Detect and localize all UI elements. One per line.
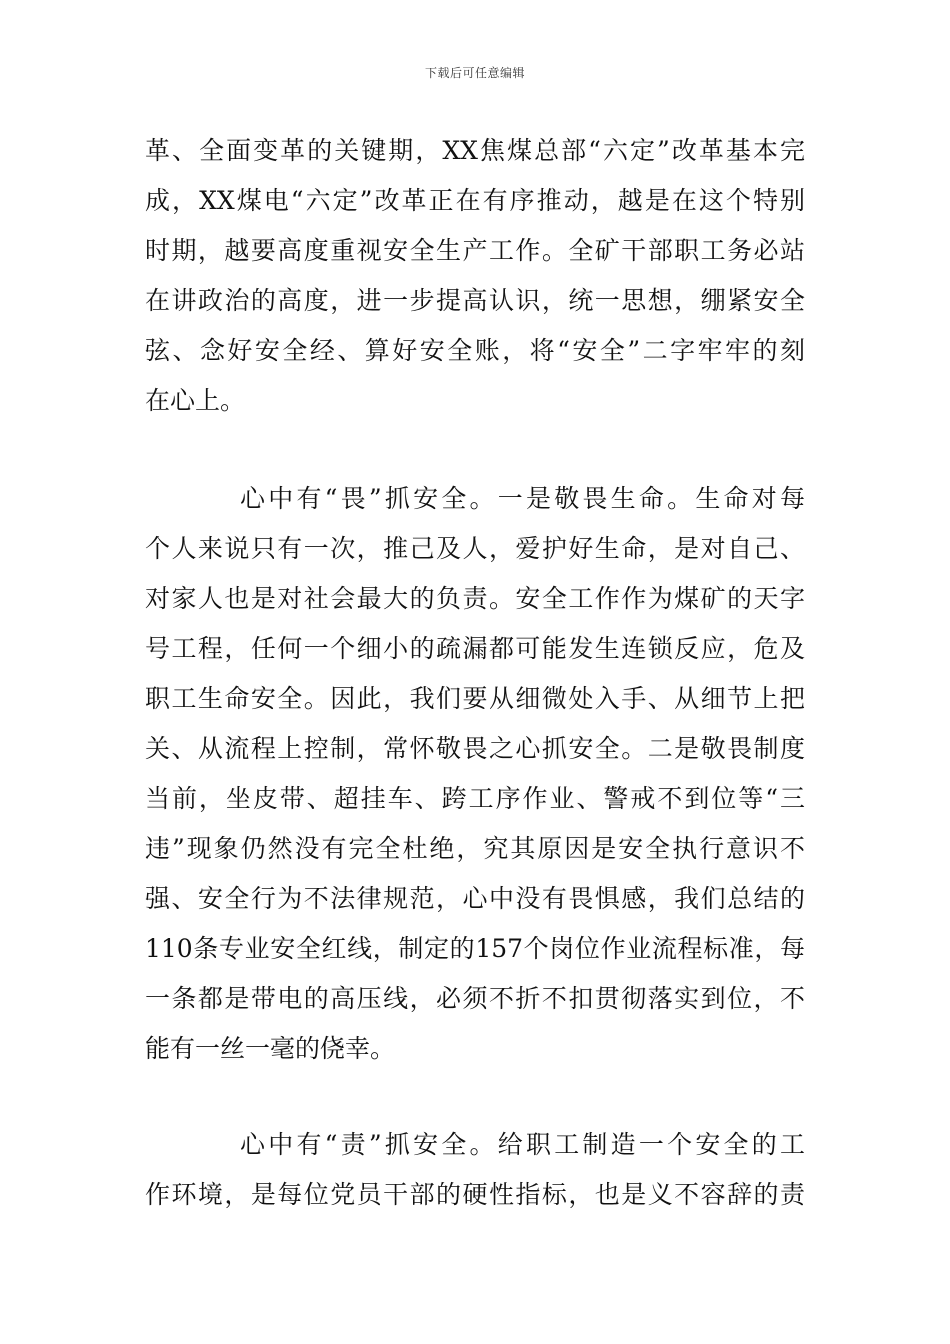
- paragraph-line: 成，XX煤电“六定”改革正在有序推动，越是在这个特别: [145, 186, 805, 215]
- paragraph-line: 强、安全行为不法律规范，心中没有畏惧感，我们总结的: [145, 884, 805, 913]
- paragraph-line: 关、从流程上控制，常怀敬畏之心抓安全。二是敬畏制度: [145, 734, 805, 763]
- paragraph-line: 革、全面变革的关键期，XX焦煤总部“六定”改革基本完: [145, 136, 805, 165]
- paragraph-line: 心中有“畏”抓安全。一是敬畏生命。生命对每: [240, 484, 805, 513]
- paragraph-2: [145, 474, 805, 1074]
- paragraph-line: 当前，坐皮带、超挂车、跨工序作业、警戒不到位等“三: [145, 784, 805, 813]
- paragraph-line: 能有一丝一毫的侥幸。: [145, 1034, 396, 1063]
- paragraph-line: 在心上。: [145, 386, 246, 415]
- paragraph-line: 职工生命安全。因此，我们要从细微处入手、从细节上把: [145, 684, 805, 713]
- paragraph-line: 110条专业安全红线，制定的157个岗位作业流程标准，每: [145, 934, 805, 963]
- paragraph-line: 弦、念好安全经、算好安全账，将“安全”二字牢牢的刻: [145, 336, 805, 365]
- paragraph-line: 时期，越要高度重视安全生产工作。全矿干部职工务必站: [145, 236, 805, 265]
- paragraph-line: 个人来说只有一次，推己及人，爱护好生命，是对自己、: [145, 534, 805, 563]
- paragraph-line: 在讲政治的高度，进一步提高认识，统一思想，绷紧安全: [145, 286, 805, 315]
- paragraph-3: [145, 1120, 805, 1220]
- page-header: 下载后可任意编辑: [424, 66, 525, 80]
- paragraph-line: 作环境，是每位党员干部的硬性指标，也是义不容辞的责: [145, 1180, 805, 1209]
- paragraph-line: 违”现象仍然没有完全杜绝，究其原因是安全执行意识不: [145, 834, 805, 863]
- paragraph-1: [145, 126, 805, 426]
- paragraph-line: 一条都是带电的高压线，必须不折不扣贯彻落实到位，不: [145, 984, 805, 1013]
- paragraph-line: 对家人也是对社会最大的负责。安全工作作为煤矿的天字: [145, 584, 805, 613]
- paragraph-line: 号工程，任何一个细小的疏漏都可能发生连锁反应，危及: [145, 634, 805, 663]
- paragraph-line: 心中有“责”抓安全。给职工制造一个安全的工: [240, 1130, 805, 1159]
